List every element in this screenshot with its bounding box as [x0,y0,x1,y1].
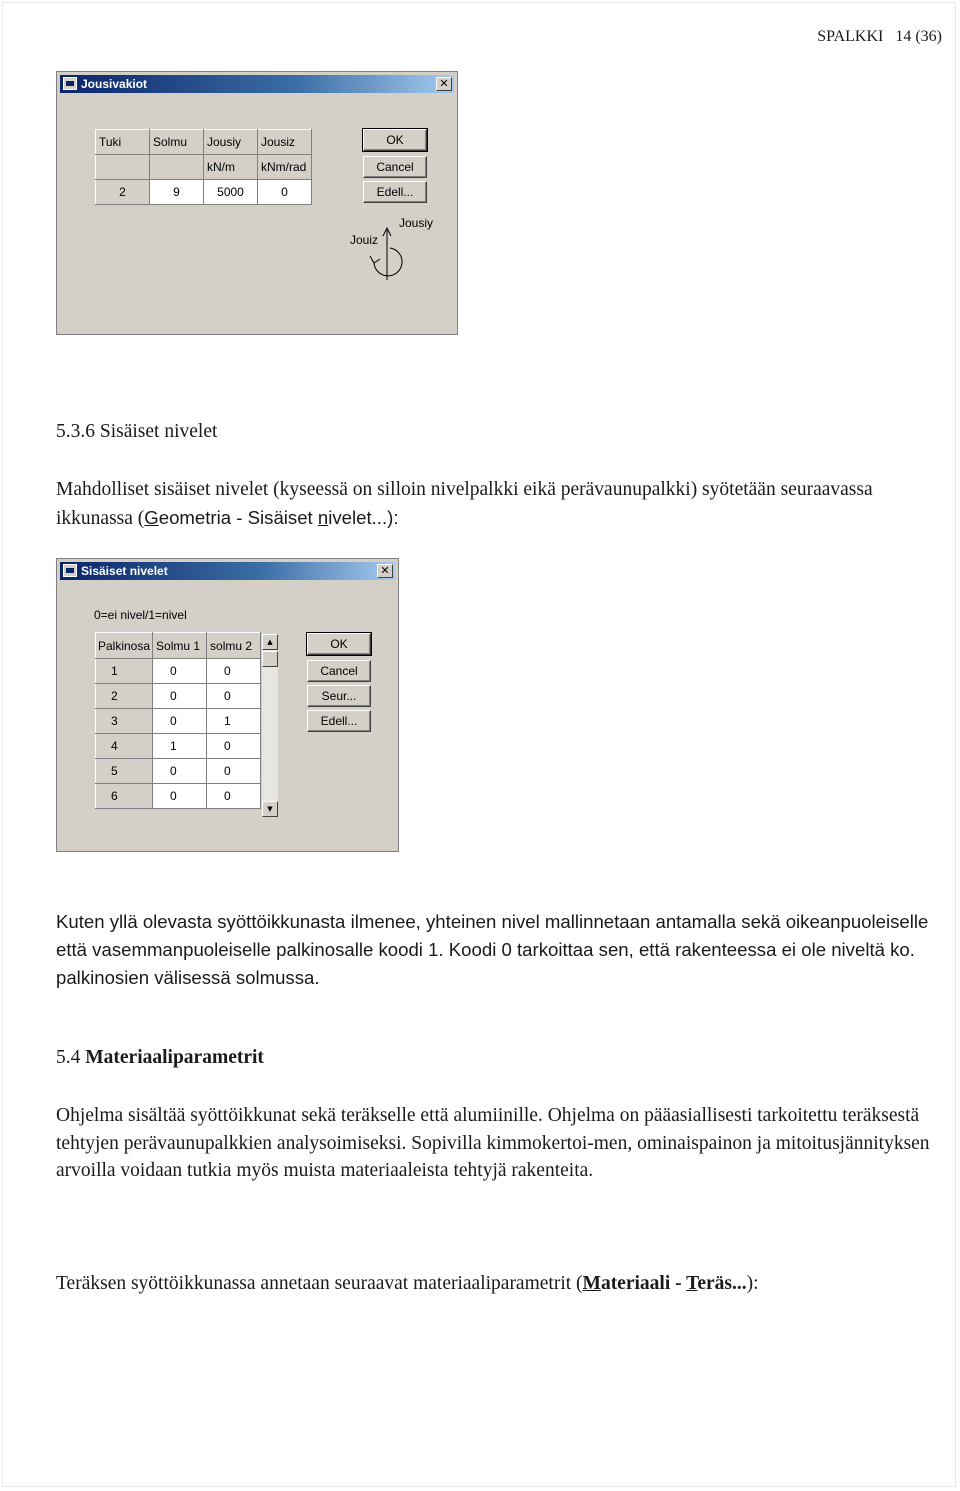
paragraph-1 [56,476,946,532]
window-icon [63,77,77,90]
scroll-up-icon[interactable]: ▲ [262,634,278,650]
unit-cell [96,155,150,180]
scroll-down-icon[interactable]: ▼ [262,801,278,817]
dialog-title: Sisäiset nivelet [81,564,168,578]
table-cell[interactable]: 0 [153,659,207,684]
dialog-title: Jousivakiot [81,77,148,91]
jousivakiot-dialog [56,71,458,335]
unit-cell: kN/m [204,155,258,180]
section-number: 5.3.6 [56,421,95,442]
menu-item-accel: n [317,506,329,528]
menu-item-text: ivelet... [328,506,388,528]
sisaiset-nivelet-dialog [56,558,399,852]
page-header: SPALKKI 14 (36) [817,28,942,45]
menu-path [583,1273,747,1294]
table-row [96,659,261,684]
hinge-table [95,632,261,809]
paragraph-text: Mahdolliset sisäiset nivelet (kyseessä on silloin nivelpalkki eikä perävaunupalkki) syötetään seuraavassa ikkunassa ( [56,479,873,529]
row-header: 6 [96,784,153,809]
row-header: 1 [96,659,153,684]
table-cell[interactable]: 1 [153,734,207,759]
paragraph-3: Ohjelma sisältää syöttöikkunat sekä teräkselle että alumiinille. Ohjelma on pääasiallisesti tarkoitettu teräksestä tehtyjen perävaunupalkkien analysoimiseksi. Sopivilla kimmokertoi-men, ominaispainon ja mitoitusjännityksen arvoilla voidaan tutkia myös muista materiaaleista tehtyjä rakenteita. [56,1105,930,1181]
ok-button[interactable]: OK [363,129,427,151]
unit-cell: kNm/rad [258,155,312,180]
column-header: Jousiz [258,130,312,155]
label-jousiy: Jousiy [399,216,434,230]
table-cell[interactable]: 9 [150,180,204,205]
menu-accel: G [144,506,159,528]
table-header-row [96,130,312,155]
table-cell[interactable]: 0 [207,784,261,809]
table-cell[interactable]: 0 [153,759,207,784]
seur-button[interactable]: Seur... [307,685,371,707]
table-cell[interactable]: 0 [258,180,312,205]
edell-button[interactable]: Edell... [363,181,427,203]
edell-button[interactable]: Edell... [307,710,371,732]
table-cell[interactable]: 0 [207,759,261,784]
window-icon [63,564,77,577]
table-row [96,180,312,205]
rotation-arrow-head-icon [370,256,380,263]
section-title: Sisäiset nivelet [99,421,218,442]
cancel-button[interactable]: Cancel [307,660,371,682]
title-bar[interactable] [60,562,395,580]
menu-item-accel: T [686,1273,698,1294]
table-cell[interactable]: 0 [207,734,261,759]
paragraph-4 [56,1270,946,1298]
column-header: Solmu [150,130,204,155]
table-cell[interactable]: 0 [207,659,261,684]
section-heading-54 [56,1047,264,1069]
spring-table [95,129,312,205]
unit-cell [150,155,204,180]
hinge-legend: 0=ei nivel/1=nivel [94,608,187,622]
rotation-arrow-icon [374,248,402,276]
close-button[interactable]: ✕ [377,564,393,578]
paragraph-end: ): [387,506,399,528]
menu-accel: M [582,1273,601,1294]
section-number: 5.4 [56,1047,81,1068]
row-header: 3 [96,709,153,734]
paragraph-2: Kuten yllä olevasta syöttöikkunasta ilmenee, yhteinen nivel mallinnetaan antamalla sekä oikeanpuoleiselle että vasemmanpuoleiselle palkinosalle koodi 1. Koodi 0 tarkoittaa sen, että rakenteessa ei ole niveltä ko. palkinosien välisessä solmussa. [56,911,929,988]
paragraph-end: ): [746,1273,759,1294]
menu-path [144,507,398,528]
table-cell[interactable]: 0 [153,684,207,709]
table-row [96,709,261,734]
table-header-row [96,633,261,659]
ok-button[interactable]: OK [307,633,371,655]
cancel-button[interactable]: Cancel [363,156,427,178]
column-header: Tuki [96,130,150,155]
menu-text: ateriaali - [600,1273,687,1294]
column-header: solmu 2 [207,633,261,659]
table-row [96,759,261,784]
column-header: Jousiy [204,130,258,155]
column-header: Solmu 1 [153,633,207,659]
title-bar[interactable] [60,75,454,93]
table-row [96,684,261,709]
table-cell: 2 [96,180,150,205]
menu-item-text: eräs... [697,1273,747,1294]
table-row [96,734,261,759]
table-scrollbar[interactable] [261,634,278,817]
table-cell[interactable]: 0 [153,784,207,809]
label-jouiz: Jouiz [350,233,379,247]
row-header: 2 [96,684,153,709]
column-header: Palkinosa [96,633,153,659]
row-header: 4 [96,734,153,759]
scroll-thumb[interactable] [262,651,278,667]
paragraph-text: Teräksen syöttöikkunassa annetaan seuraavat materiaaliparametrit ( [56,1273,583,1294]
row-header: 5 [96,759,153,784]
table-row [96,784,261,809]
section-heading-536 [56,421,217,443]
menu-text: eometria - Sisäiset [158,506,318,528]
table-units-row [96,155,312,180]
table-cell[interactable]: 1 [207,709,261,734]
close-button[interactable]: ✕ [436,77,452,91]
table-cell[interactable]: 0 [207,684,261,709]
table-cell[interactable]: 5000 [204,180,258,205]
section-title: Materiaaliparametrit [85,1047,264,1068]
table-cell[interactable]: 0 [153,709,207,734]
